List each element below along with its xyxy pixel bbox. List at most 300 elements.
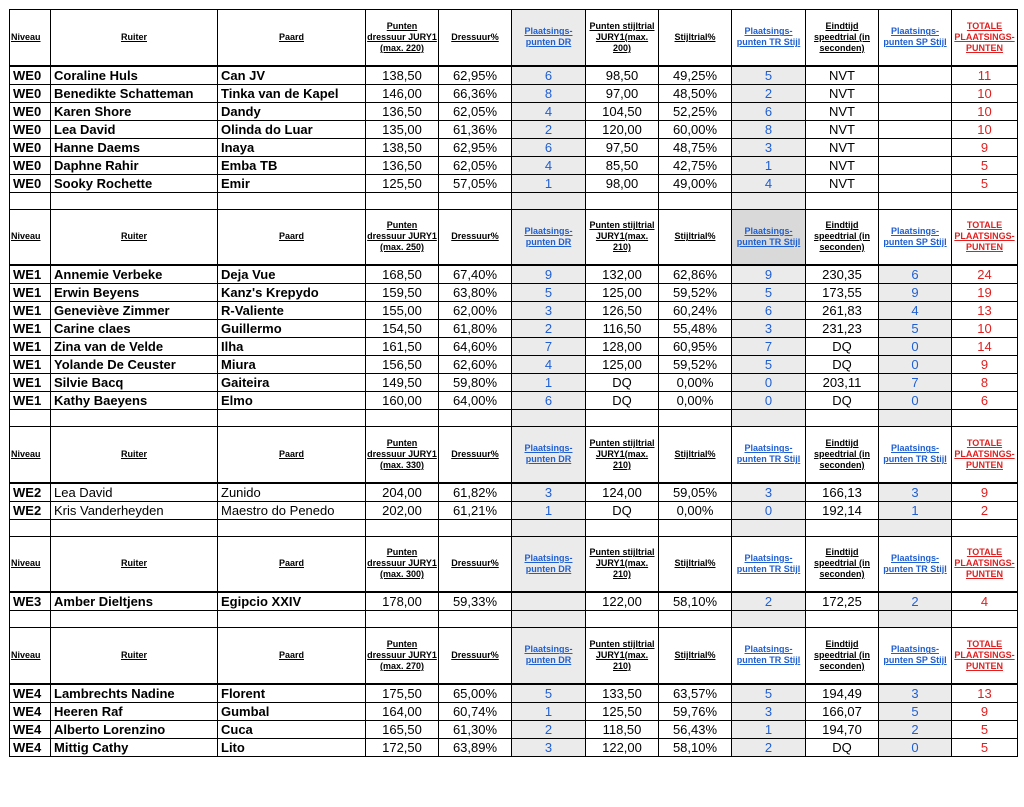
spacer-cell (439, 519, 512, 536)
plaatsing-sp-cell: 0 (879, 738, 952, 756)
ruiter-cell: Yolande De Ceuster (51, 356, 218, 374)
dressuur-pct-cell: 64,60% (439, 338, 512, 356)
totaal-cell: 6 (952, 392, 1018, 410)
results-sheet (9, 9, 1018, 757)
spacer-cell (732, 410, 806, 427)
header-plaatsing-dr: Plaatsings-punten DR (512, 536, 586, 592)
stijltrial-pct-cell: 60,00% (659, 120, 732, 138)
paard-cell: Ilha (218, 338, 366, 356)
stijltrial-pct-cell: 59,52% (659, 356, 732, 374)
ruiter-cell: Alberto Lorenzino (51, 720, 218, 738)
plaatsing-dr-cell: 5 (512, 284, 586, 302)
table-row (10, 483, 1018, 502)
table-row (10, 738, 1018, 756)
eindtijd-cell: NVT (806, 120, 879, 138)
plaatsing-dr-cell: 4 (512, 356, 586, 374)
spacer-row (10, 519, 1018, 536)
eindtijd-cell: 231,23 (806, 320, 879, 338)
spacer-cell (512, 410, 586, 427)
spacer-cell (732, 192, 806, 209)
header-totale: TOTALE PLAATSINGS-PUNTEN (952, 10, 1018, 66)
totaal-cell: 5 (952, 738, 1018, 756)
dressuur-pct-cell: 61,30% (439, 720, 512, 738)
dressuur-pct-cell: 64,00% (439, 392, 512, 410)
spacer-cell (586, 192, 659, 209)
stijltrial-pct-cell: 42,75% (659, 156, 732, 174)
stijltrial-points-cell: 126,50 (586, 302, 659, 320)
header-niveau: Niveau (10, 209, 51, 265)
stijltrial-pct-cell: 58,10% (659, 592, 732, 611)
paard-cell: Olinda do Luar (218, 120, 366, 138)
dressuur-points-cell: 156,50 (366, 356, 439, 374)
eindtijd-cell: 194,70 (806, 720, 879, 738)
plaatsing-sp-cell: 4 (879, 302, 952, 320)
section-header-row (10, 209, 1018, 265)
niveau-cell: WE4 (10, 684, 51, 703)
table-row (10, 374, 1018, 392)
paard-cell: Miura (218, 356, 366, 374)
table-row (10, 720, 1018, 738)
stijltrial-pct-cell: 56,43% (659, 720, 732, 738)
stijltrial-points-cell: 97,50 (586, 138, 659, 156)
table-row (10, 302, 1018, 320)
niveau-cell: WE0 (10, 66, 51, 85)
plaatsing-dr-cell: 6 (512, 66, 586, 85)
paard-cell: R-Valiente (218, 302, 366, 320)
spacer-cell (366, 410, 439, 427)
plaatsing-dr-cell: 2 (512, 720, 586, 738)
header-paard: Paard (218, 427, 366, 483)
ruiter-cell: Daphne Rahir (51, 156, 218, 174)
plaatsing-sp-cell (879, 66, 952, 85)
eindtijd-cell: 166,07 (806, 702, 879, 720)
niveau-cell: WE1 (10, 356, 51, 374)
eindtijd-cell: NVT (806, 66, 879, 85)
header-eindtijd: Eindtijd speedtrial (in seconden) (806, 427, 879, 483)
header-plaatsing-sp: Plaatsings-punten TR Stijl (879, 536, 952, 592)
eindtijd-cell: 172,25 (806, 592, 879, 611)
niveau-cell: WE1 (10, 392, 51, 410)
totaal-cell: 8 (952, 374, 1018, 392)
plaatsing-dr-cell: 6 (512, 392, 586, 410)
spacer-cell (806, 410, 879, 427)
spacer-cell (586, 611, 659, 628)
stijltrial-pct-cell: 55,48% (659, 320, 732, 338)
header-plaatsing-tr: Plaatsings-punten TR Stijl (732, 10, 806, 66)
dressuur-pct-cell: 62,95% (439, 138, 512, 156)
totaal-cell: 19 (952, 284, 1018, 302)
table-row (10, 265, 1018, 284)
totaal-cell: 10 (952, 102, 1018, 120)
spacer-cell (10, 410, 51, 427)
header-plaatsing-tr: Plaatsings-punten TR Stijl (732, 209, 806, 265)
section-header-row (10, 628, 1018, 684)
spacer-cell (10, 611, 51, 628)
header-stijltrial-pct: Stijltrial% (659, 628, 732, 684)
header-stijltrial-points: Punten stijltrial JURY1(max. 210) (586, 209, 659, 265)
dressuur-pct-cell: 67,40% (439, 265, 512, 284)
spacer-cell (10, 519, 51, 536)
eindtijd-cell: NVT (806, 138, 879, 156)
plaatsing-sp-cell: 5 (879, 320, 952, 338)
plaatsing-sp-cell (879, 174, 952, 192)
table-row (10, 320, 1018, 338)
plaatsing-sp-cell: 1 (879, 501, 952, 519)
totaal-cell: 13 (952, 684, 1018, 703)
header-plaatsing-tr: Plaatsings-punten TR Stijl (732, 427, 806, 483)
plaatsing-sp-cell (879, 120, 952, 138)
eindtijd-cell: DQ (806, 392, 879, 410)
header-niveau: Niveau (10, 536, 51, 592)
eindtijd-cell: 230,35 (806, 265, 879, 284)
dressuur-points-cell: 161,50 (366, 338, 439, 356)
table-row (10, 66, 1018, 85)
paard-cell: Tinka van de Kapel (218, 84, 366, 102)
stijltrial-points-cell: 104,50 (586, 102, 659, 120)
spacer-cell (51, 519, 218, 536)
table-row (10, 356, 1018, 374)
paard-cell: Elmo (218, 392, 366, 410)
stijltrial-pct-cell: 58,10% (659, 738, 732, 756)
eindtijd-cell: NVT (806, 84, 879, 102)
table-row (10, 592, 1018, 611)
stijltrial-pct-cell: 48,75% (659, 138, 732, 156)
stijltrial-pct-cell: 59,05% (659, 483, 732, 502)
header-dressuur-points: Punten dressuur JURY1 (max. 270) (366, 628, 439, 684)
totaal-cell: 24 (952, 265, 1018, 284)
dressuur-pct-cell: 59,80% (439, 374, 512, 392)
eindtijd-cell: DQ (806, 338, 879, 356)
header-dressuur-pct: Dressuur% (439, 10, 512, 66)
header-plaatsing-sp: Plaatsings-punten SP Stijl (879, 209, 952, 265)
dressuur-pct-cell: 62,05% (439, 156, 512, 174)
plaatsing-sp-cell: 0 (879, 356, 952, 374)
plaatsing-dr-cell: 4 (512, 156, 586, 174)
spacer-cell (218, 410, 366, 427)
header-totale: TOTALE PLAATSINGS-PUNTEN (952, 427, 1018, 483)
dressuur-points-cell: 154,50 (366, 320, 439, 338)
spacer-cell (732, 611, 806, 628)
stijltrial-pct-cell: 62,86% (659, 265, 732, 284)
paard-cell: Emir (218, 174, 366, 192)
paard-cell: Inaya (218, 138, 366, 156)
stijltrial-points-cell: DQ (586, 392, 659, 410)
spacer-cell (512, 192, 586, 209)
dressuur-pct-cell: 62,60% (439, 356, 512, 374)
stijltrial-pct-cell: 60,24% (659, 302, 732, 320)
plaatsing-tr-cell: 5 (732, 356, 806, 374)
plaatsing-sp-cell: 0 (879, 338, 952, 356)
niveau-cell: WE1 (10, 320, 51, 338)
paard-cell: Florent (218, 684, 366, 703)
dressuur-pct-cell: 60,74% (439, 702, 512, 720)
plaatsing-dr-cell: 1 (512, 374, 586, 392)
section-header-row (10, 10, 1018, 66)
dressuur-points-cell: 204,00 (366, 483, 439, 502)
header-plaatsing-sp: Plaatsings-punten SP Stijl (879, 628, 952, 684)
plaatsing-dr-cell: 7 (512, 338, 586, 356)
stijltrial-points-cell: DQ (586, 501, 659, 519)
plaatsing-sp-cell: 2 (879, 720, 952, 738)
spacer-cell (952, 519, 1018, 536)
ruiter-cell: Amber Dieltjens (51, 592, 218, 611)
plaatsing-tr-cell: 5 (732, 684, 806, 703)
ruiter-cell: Annemie Verbeke (51, 265, 218, 284)
dressuur-pct-cell: 63,89% (439, 738, 512, 756)
spacer-cell (439, 410, 512, 427)
spacer-cell (366, 611, 439, 628)
table-row (10, 120, 1018, 138)
stijltrial-points-cell: 125,50 (586, 702, 659, 720)
header-stijltrial-pct: Stijltrial% (659, 427, 732, 483)
dressuur-pct-cell: 62,00% (439, 302, 512, 320)
stijltrial-pct-cell: 52,25% (659, 102, 732, 120)
spacer-cell (586, 410, 659, 427)
plaatsing-sp-cell (879, 102, 952, 120)
plaatsing-dr-cell: 1 (512, 501, 586, 519)
stijltrial-points-cell: 120,00 (586, 120, 659, 138)
eindtijd-cell: 166,13 (806, 483, 879, 502)
niveau-cell: WE2 (10, 501, 51, 519)
totaal-cell: 10 (952, 120, 1018, 138)
plaatsing-dr-cell: 3 (512, 483, 586, 502)
plaatsing-tr-cell: 6 (732, 302, 806, 320)
spacer-cell (512, 519, 586, 536)
paard-cell: Deja Vue (218, 265, 366, 284)
dressuur-pct-cell: 62,95% (439, 66, 512, 85)
plaatsing-sp-cell: 9 (879, 284, 952, 302)
niveau-cell: WE0 (10, 102, 51, 120)
dressuur-points-cell: 175,50 (366, 684, 439, 703)
totaal-cell: 2 (952, 501, 1018, 519)
stijltrial-points-cell: 85,50 (586, 156, 659, 174)
header-dressuur-points: Punten dressuur JURY1 (max. 300) (366, 536, 439, 592)
header-plaatsing-dr: Plaatsings-punten DR (512, 628, 586, 684)
table-row (10, 501, 1018, 519)
niveau-cell: WE3 (10, 592, 51, 611)
dressuur-points-cell: 125,50 (366, 174, 439, 192)
totaal-cell: 14 (952, 338, 1018, 356)
plaatsing-sp-cell: 0 (879, 392, 952, 410)
section-header-row (10, 427, 1018, 483)
totaal-cell: 5 (952, 174, 1018, 192)
plaatsing-dr-cell: 3 (512, 302, 586, 320)
spacer-cell (586, 519, 659, 536)
spacer-cell (952, 192, 1018, 209)
dressuur-points-cell: 155,00 (366, 302, 439, 320)
totaal-cell: 9 (952, 702, 1018, 720)
niveau-cell: WE2 (10, 483, 51, 502)
plaatsing-sp-cell: 3 (879, 684, 952, 703)
ruiter-cell: Hanne Daems (51, 138, 218, 156)
spacer-cell (218, 519, 366, 536)
header-ruiter: Ruiter (51, 427, 218, 483)
spacer-cell (806, 192, 879, 209)
plaatsing-tr-cell: 0 (732, 374, 806, 392)
header-stijltrial-points: Punten stijltrial JURY1(max. 200) (586, 10, 659, 66)
ruiter-cell: Lea David (51, 120, 218, 138)
niveau-cell: WE1 (10, 374, 51, 392)
totaal-cell: 9 (952, 483, 1018, 502)
dressuur-points-cell: 178,00 (366, 592, 439, 611)
paard-cell: Lito (218, 738, 366, 756)
spacer-cell (51, 192, 218, 209)
dressuur-pct-cell: 61,80% (439, 320, 512, 338)
stijltrial-points-cell: 122,00 (586, 592, 659, 611)
dressuur-points-cell: 136,50 (366, 102, 439, 120)
stijltrial-points-cell: 128,00 (586, 338, 659, 356)
header-dressuur-pct: Dressuur% (439, 209, 512, 265)
eindtijd-cell: NVT (806, 102, 879, 120)
plaatsing-dr-cell: 9 (512, 265, 586, 284)
stijltrial-pct-cell: 49,00% (659, 174, 732, 192)
spacer-cell (879, 611, 952, 628)
dressuur-points-cell: 160,00 (366, 392, 439, 410)
results-table (9, 9, 1018, 757)
paard-cell: Cuca (218, 720, 366, 738)
niveau-cell: WE1 (10, 284, 51, 302)
header-eindtijd: Eindtijd speedtrial (in seconden) (806, 10, 879, 66)
stijltrial-pct-cell: 59,76% (659, 702, 732, 720)
stijltrial-points-cell: 98,50 (586, 66, 659, 85)
table-row (10, 684, 1018, 703)
header-plaatsing-dr: Plaatsings-punten DR (512, 209, 586, 265)
paard-cell: Egipcio XXIV (218, 592, 366, 611)
plaatsing-tr-cell: 4 (732, 174, 806, 192)
dressuur-pct-cell: 61,36% (439, 120, 512, 138)
plaatsing-dr-cell: 8 (512, 84, 586, 102)
dressuur-points-cell: 135,00 (366, 120, 439, 138)
header-stijltrial-points: Punten stijltrial JURY1(max. 210) (586, 427, 659, 483)
dressuur-points-cell: 146,00 (366, 84, 439, 102)
paard-cell: Guillermo (218, 320, 366, 338)
stijltrial-pct-cell: 59,52% (659, 284, 732, 302)
section-header-row (10, 536, 1018, 592)
header-ruiter: Ruiter (51, 209, 218, 265)
ruiter-cell: Lea David (51, 483, 218, 502)
spacer-cell (218, 192, 366, 209)
stijltrial-pct-cell: 63,57% (659, 684, 732, 703)
header-dressuur-pct: Dressuur% (439, 536, 512, 592)
dressuur-pct-cell: 59,33% (439, 592, 512, 611)
spacer-cell (732, 519, 806, 536)
totaal-cell: 4 (952, 592, 1018, 611)
plaatsing-tr-cell: 3 (732, 483, 806, 502)
totaal-cell: 5 (952, 720, 1018, 738)
stijltrial-pct-cell: 48,50% (659, 84, 732, 102)
header-eindtijd: Eindtijd speedtrial (in seconden) (806, 209, 879, 265)
ruiter-cell: Mittig Cathy (51, 738, 218, 756)
totaal-cell: 9 (952, 356, 1018, 374)
spacer-cell (952, 410, 1018, 427)
paard-cell: Kanz's Krepydo (218, 284, 366, 302)
dressuur-pct-cell: 66,36% (439, 84, 512, 102)
niveau-cell: WE0 (10, 120, 51, 138)
spacer-cell (659, 611, 732, 628)
plaatsing-tr-cell: 1 (732, 720, 806, 738)
table-row (10, 174, 1018, 192)
niveau-cell: WE0 (10, 138, 51, 156)
stijltrial-pct-cell: 0,00% (659, 501, 732, 519)
header-plaatsing-tr: Plaatsings-punten TR Stijl (732, 628, 806, 684)
stijltrial-points-cell: 116,50 (586, 320, 659, 338)
dressuur-pct-cell: 62,05% (439, 102, 512, 120)
ruiter-cell: Benedikte Schatteman (51, 84, 218, 102)
paard-cell: Maestro do Penedo (218, 501, 366, 519)
dressuur-pct-cell: 65,00% (439, 684, 512, 703)
spacer-cell (10, 192, 51, 209)
header-paard: Paard (218, 209, 366, 265)
header-totale: TOTALE PLAATSINGS-PUNTEN (952, 628, 1018, 684)
niveau-cell: WE4 (10, 720, 51, 738)
spacer-row (10, 410, 1018, 427)
plaatsing-tr-cell: 5 (732, 66, 806, 85)
dressuur-points-cell: 159,50 (366, 284, 439, 302)
spacer-cell (659, 192, 732, 209)
paard-cell: Gaiteira (218, 374, 366, 392)
plaatsing-tr-cell: 9 (732, 265, 806, 284)
plaatsing-dr-cell: 3 (512, 738, 586, 756)
dressuur-points-cell: 138,50 (366, 138, 439, 156)
spacer-cell (439, 192, 512, 209)
header-ruiter: Ruiter (51, 536, 218, 592)
header-stijltrial-points: Punten stijltrial JURY1(max. 210) (586, 536, 659, 592)
plaatsing-sp-cell (879, 156, 952, 174)
ruiter-cell: Kathy Baeyens (51, 392, 218, 410)
spacer-cell (806, 611, 879, 628)
plaatsing-tr-cell: 2 (732, 84, 806, 102)
paard-cell: Can JV (218, 66, 366, 85)
plaatsing-dr-cell: 2 (512, 320, 586, 338)
spacer-cell (439, 611, 512, 628)
plaatsing-tr-cell: 0 (732, 501, 806, 519)
header-stijltrial-pct: Stijltrial% (659, 536, 732, 592)
spacer-cell (879, 519, 952, 536)
plaatsing-sp-cell: 3 (879, 483, 952, 502)
header-dressuur-points: Punten dressuur JURY1 (max. 250) (366, 209, 439, 265)
ruiter-cell: Sooky Rochette (51, 174, 218, 192)
stijltrial-pct-cell: 49,25% (659, 66, 732, 85)
header-dressuur-pct: Dressuur% (439, 427, 512, 483)
plaatsing-tr-cell: 7 (732, 338, 806, 356)
plaatsing-tr-cell: 3 (732, 702, 806, 720)
dressuur-points-cell: 172,50 (366, 738, 439, 756)
ruiter-cell: Erwin Beyens (51, 284, 218, 302)
plaatsing-dr-cell: 4 (512, 102, 586, 120)
stijltrial-pct-cell: 0,00% (659, 392, 732, 410)
header-plaatsing-dr: Plaatsings-punten DR (512, 10, 586, 66)
header-dressuur-pct: Dressuur% (439, 628, 512, 684)
dressuur-points-cell: 136,50 (366, 156, 439, 174)
header-plaatsing-sp: Plaatsings-punten SP Stijl (879, 10, 952, 66)
header-eindtijd: Eindtijd speedtrial (in seconden) (806, 536, 879, 592)
plaatsing-tr-cell: 2 (732, 592, 806, 611)
niveau-cell: WE0 (10, 174, 51, 192)
header-paard: Paard (218, 628, 366, 684)
dressuur-points-cell: 165,50 (366, 720, 439, 738)
paard-cell: Gumbal (218, 702, 366, 720)
plaatsing-dr-cell: 6 (512, 138, 586, 156)
eindtijd-cell: 203,11 (806, 374, 879, 392)
ruiter-cell: Zina van de Velde (51, 338, 218, 356)
eindtijd-cell: 194,49 (806, 684, 879, 703)
eindtijd-cell: DQ (806, 738, 879, 756)
stijltrial-points-cell: 133,50 (586, 684, 659, 703)
header-eindtijd: Eindtijd speedtrial (in seconden) (806, 628, 879, 684)
stijltrial-pct-cell: 60,95% (659, 338, 732, 356)
header-niveau: Niveau (10, 628, 51, 684)
plaatsing-dr-cell: 1 (512, 702, 586, 720)
